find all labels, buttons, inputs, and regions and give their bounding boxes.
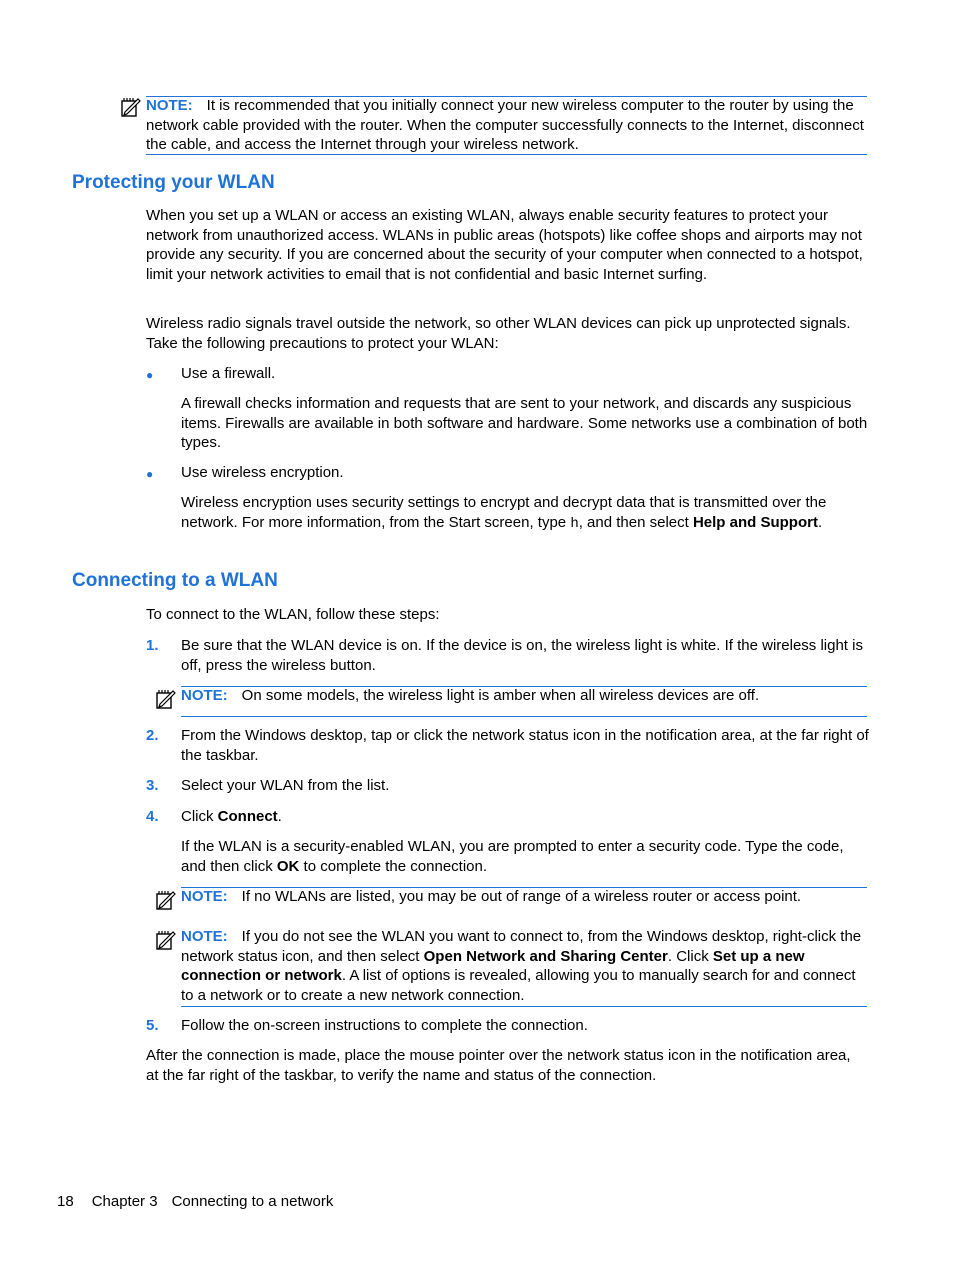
note-icon	[120, 96, 142, 118]
bullet-dot: ●	[146, 467, 154, 481]
chapter-title: Connecting to a network	[171, 1193, 334, 1210]
note-box	[146, 96, 867, 155]
note-text: NOTE: If no WLANs are listed, you may be out of range of a wireless router or access point.	[181, 888, 802, 905]
paragraph: Wireless radio signals travel outside the network, so other WLAN devices can pick up unprotected signals. Take the following precautions to protect your WLAN:	[146, 315, 851, 352]
page-footer	[57, 1192, 333, 1212]
chapter-label: Chapter 3	[91, 1193, 158, 1210]
step-number: 2.	[146, 727, 159, 744]
step-text: Select your WLAN from the list.	[181, 777, 390, 794]
note-box	[181, 887, 867, 917]
note-icon	[155, 929, 177, 951]
note-label: NOTE:	[181, 928, 228, 945]
step-text: Click Connect.	[181, 808, 282, 825]
note-icon	[155, 889, 177, 911]
bullet-item: Use wireless encryption.	[181, 464, 344, 481]
note-text: NOTE: It is recommended that you initially connect your new wireless computer to the router by using the network cable provided with the router. When the computer successfully connects to the Internet, disconnect the cable, and access the Internet through your wireless network.	[146, 97, 864, 153]
step-number: 4.	[146, 808, 159, 825]
bullet-description: A firewall checks information and requests that are sent to your network, and discards any suspicious items. Firewalls are available in both software and hardware. Some networks use a combination of both types.	[181, 395, 868, 451]
paragraph: After the connection is made, place the mouse pointer over the network status icon in the notification area, at the far right of the taskbar, to verify the name and status of the connection.	[146, 1047, 851, 1084]
step-text: Follow the on-screen instructions to complete the connection.	[181, 1017, 588, 1034]
page-number: 18	[57, 1193, 74, 1210]
bullet-dot: ●	[146, 368, 154, 382]
note-label: NOTE:	[181, 687, 228, 704]
step-number: 5.	[146, 1017, 159, 1034]
paragraph: To connect to the WLAN, follow these steps:	[146, 606, 440, 623]
note-text: NOTE: On some models, the wireless light is amber when all wireless devices are off.	[181, 687, 760, 704]
bullet-description: Wireless encryption uses security settings to encrypt and decrypt data that is transmitted over the network. For more information, from the Start screen, type h, and then select Help and Support.	[181, 494, 827, 532]
step-number: 3.	[146, 777, 159, 794]
note-icon	[155, 688, 177, 710]
section-heading: Protecting your WLAN	[72, 172, 275, 193]
note-label: NOTE:	[181, 888, 228, 905]
bullet-item: Use a firewall.	[181, 365, 276, 382]
note-box	[181, 927, 867, 1007]
note-box	[181, 686, 867, 717]
note-text: NOTE: If you do not see the WLAN you want to connect to, from the Windows desktop, right-click the network status icon, and then select Open Network and Sharing Center. Click Set up a new connection or network. A list of options is revealed, allowing you to manually search for and connect to a network or to create a new network connection.	[181, 928, 862, 1004]
paragraph: When you set up a WLAN or access an existing WLAN, always enable security features to protect your network from unauthorized access. WLANs in public areas (hotspots) like coffee shops and airports may not provide any security. If you are concerned about the security of your computer when connected to a hotspot, limit your network activities to email that is not confidential and basic Internet surfing.	[146, 207, 863, 283]
section-heading: Connecting to a WLAN	[72, 570, 278, 591]
note-label: NOTE:	[146, 97, 193, 114]
step-text: Be sure that the WLAN device is on. If the device is on, the wireless light is white. If the wireless light is off, press the wireless button.	[181, 637, 863, 674]
step-text: From the Windows desktop, tap or click the network status icon in the notification area, at the far right of the taskbar.	[181, 727, 869, 764]
step-number: 1.	[146, 637, 159, 654]
code-text: h	[570, 515, 579, 532]
step-description: If the WLAN is a security-enabled WLAN, you are prompted to enter a security code. Type the code, and then click OK to complete the connection.	[181, 838, 844, 875]
